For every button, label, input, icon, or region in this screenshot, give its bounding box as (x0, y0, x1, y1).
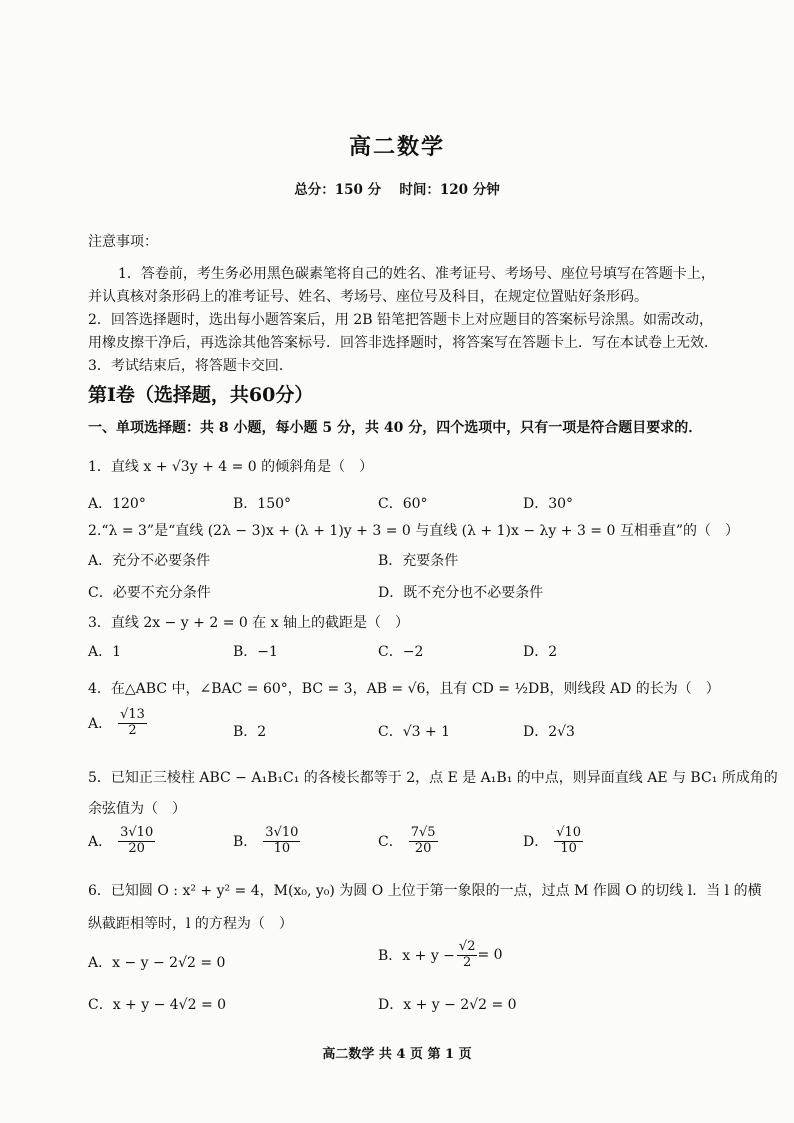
fraction-denominator: 2 (463, 954, 472, 970)
q4-option-c: C．√3 + 1 (378, 724, 451, 740)
q5-option-d (523, 826, 583, 857)
q2-option-d: D．既不充分也不必要条件 (378, 585, 544, 601)
q6-option-b (378, 940, 503, 971)
option-label: B． (233, 834, 258, 851)
question-1-stem: 1．直线 x + √3y + 4 = 0 的倾斜角是（ ） (88, 459, 374, 475)
notice-line: 3．考试结束后，将答题卡交回． (88, 358, 293, 374)
fraction (118, 826, 155, 857)
notice-line: 并认真核对条形码上的准考证号、姓名、考场号、座位号及科目，在规定位置贴好条形码。 (88, 289, 648, 305)
q6-option-d: D．x + y − 2√2 = 0 (378, 997, 517, 1013)
exam-title: 高二数学 (348, 134, 445, 160)
fraction (263, 826, 300, 857)
q4-option-a (88, 708, 147, 739)
question-5-stem-line2: 余弦值为（ ） (88, 801, 186, 817)
notice-line: 2．回答选择题时，选出每小题答案后，用 2B 铅笔把答题卡上对应题目的答案标号涂黑。如需改动， (88, 312, 714, 328)
fraction-denominator: 10 (273, 840, 291, 856)
fraction-denominator: 20 (414, 840, 432, 856)
notice-line: 1．答卷前，考生务必用黑色碳素笔将自己的姓名、准考证号、考场号、座位号填写在答题卡上， (118, 266, 715, 282)
fraction-denominator: 20 (128, 840, 145, 856)
q5-option-a (88, 826, 155, 857)
option-label: C． (378, 834, 403, 851)
q6-option-a: A．x − y − 2√2 = 0 (88, 955, 226, 971)
question-5-stem-line1: 5．已知正三棱柱 ABC − A₁B₁C₁ 的各棱长都等于 2，点 E 是 A₁B₁ 的中点，则异面直线 AE 与 BC₁ 所成角的 (88, 770, 778, 786)
fraction-numerator: 3√10 (265, 825, 299, 840)
page-footer: 高二数学 共 4 页 第 1 页 (322, 1047, 472, 1062)
fraction-numerator: √2 (458, 939, 476, 954)
fraction (554, 826, 583, 857)
q5-option-b (233, 826, 300, 857)
section-title: 第Ⅰ卷（选择题，共60分） (88, 384, 314, 406)
q4-option-b: B．2 (233, 724, 267, 740)
fraction-denominator: 10 (560, 840, 577, 856)
q6-option-c: C．x + y − 4√2 = 0 (88, 997, 227, 1013)
fraction (457, 940, 478, 971)
exam-meta: 总分：150 分 时间：120 分钟 (294, 182, 500, 198)
question-6-stem-line1: 6．已知圆 O : x² + y² = 4，M(x₀, y₀) 为圆 O 上位于第一象限的一点，过点 M 作圆 O 的切线 l．当 l 的横 (88, 883, 762, 899)
question-6-stem-line2: 纵截距相等时，l 的方程为（ ） (88, 916, 293, 932)
q2-option-b: B．充要条件 (378, 553, 459, 569)
fraction-numerator: 7√5 (410, 825, 436, 840)
q1-option-d: D．30° (523, 496, 574, 512)
fraction-denominator: 2 (128, 722, 137, 738)
q1-option-a: A．120° (88, 496, 146, 512)
notice-heading: 注意事项： (88, 234, 158, 250)
q3-option-c: C．−2 (378, 644, 424, 660)
q2-option-a: A．充分不必要条件 (88, 553, 211, 569)
fraction (118, 708, 147, 739)
q3-option-b: B．−1 (233, 644, 278, 660)
q1-option-b: B．150° (233, 496, 292, 512)
fraction (409, 826, 438, 857)
question-2-stem: 2.“λ = 3”是“直线 (2λ − 3)x + (λ + 1)y + 3 = 0 与直线 (λ + 1)x − λy + 3 = 0 互相垂直”的（ ） (88, 523, 740, 539)
option-label: A． (88, 716, 113, 733)
fraction-numerator: √10 (556, 825, 582, 840)
q4-option-d: D．2√3 (523, 724, 575, 740)
option-label: A． (88, 834, 113, 851)
option-label: B．x + y − (378, 948, 455, 965)
notice-line: 用橡皮擦干净后，再选涂其他答案标号．回答非选择题时，将答案写在答题卡上．写在本试卷上无效． (88, 335, 718, 351)
q3-option-d: D．2 (523, 644, 558, 660)
fraction-numerator: 3√10 (120, 825, 154, 840)
q2-option-c: C．必要不充分条件 (88, 585, 211, 601)
fraction-numerator: √13 (120, 707, 145, 722)
question-4-stem: 4．在△ABC 中，∠BAC = 60°，BC = 3，AB = √6，且有 CD = ½DB，则线段 AD 的长为（ ） (88, 681, 720, 697)
section-instruction: 一、单项选择题：共 8 小题，每小题 5 分，共 40 分，四个选项中，只有一项是符合题目要求的． (88, 420, 703, 436)
q3-option-a: A．1 (88, 644, 122, 660)
q5-option-c (378, 826, 438, 857)
question-3-stem: 3．直线 2x − y + 2 = 0 在 x 轴上的截距是（ ） (88, 615, 410, 631)
q1-option-c: C．60° (378, 496, 428, 512)
option-label: D． (523, 834, 549, 851)
option-suffix: = 0 (477, 947, 503, 964)
